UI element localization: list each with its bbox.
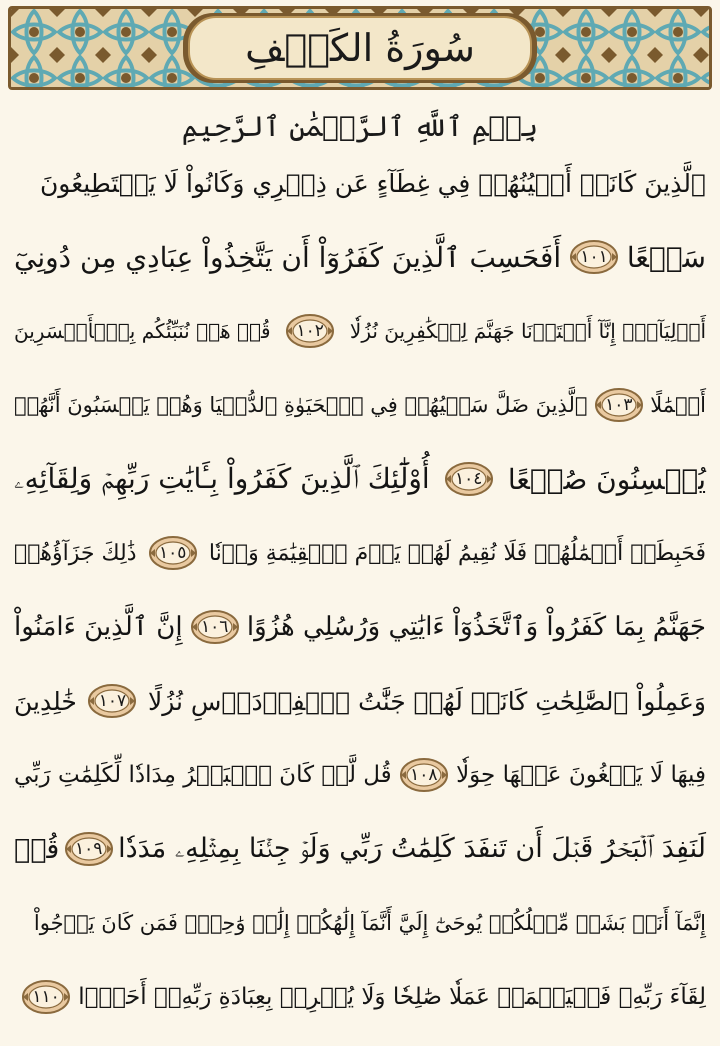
ayah-number: ١٠٩	[75, 839, 103, 859]
verse-line	[14, 446, 706, 512]
ayah-number: ١٠٤	[455, 469, 483, 489]
verse-text: ٱلَّذِينَ كَانَتۡ أَعۡيُنُهُمۡ فِي غِطَآءٍ عَن ذِكۡرِي وَكَانُواْ لَا يَسۡتَطِيعُونَ	[39, 168, 706, 198]
ayah-number-marker	[190, 609, 240, 645]
verse-line	[14, 150, 706, 216]
verse-line	[14, 816, 706, 882]
verse-text: ٱلَّذِينَ ضَلَّ سَعۡيُهُمۡ فِي ٱلۡحَيَوٰةِ ٱلدُّنۡيَا وَهُمۡ يَحۡسَبُونَ أَنَّهُمۡ	[14, 393, 588, 417]
ayah-number-marker	[87, 683, 137, 719]
verse-text: قُل لَّوۡ كَانَ ٱلۡبَحۡرُ مِدَادٗا لِّكَلِمَٰتِ رَبِّي	[14, 762, 392, 788]
ayah-number-marker	[399, 757, 449, 793]
verse-line	[14, 890, 706, 956]
ayah-number: ١٠٧	[98, 691, 127, 711]
ayah-number-marker	[444, 461, 494, 497]
verse-text: أُوْلَٰٓئِكَ ٱلَّذِينَ كَفَرُواْ بِـَٔايَٰتِ رَبِّهِمۡ وَلِقَآئِهِۦ	[14, 462, 430, 495]
ayah-number: ١٠٦	[201, 617, 229, 637]
ayah-number: ١٠١	[580, 247, 608, 267]
ayah-number-marker	[21, 979, 71, 1015]
verse-text: أَفَحَسِبَ ٱلَّذِينَ كَفَرُوٓاْ أَن يَتَّخِذُواْ عِبَادِي مِن دُونِيٓ	[14, 240, 562, 274]
verse-line	[14, 668, 706, 734]
ayah-number: ١١٠	[32, 987, 60, 1007]
verse-line	[14, 594, 706, 660]
ayah-number-marker	[569, 239, 619, 275]
verse-text: يُحۡسِنُونَ صُنۡعًا	[507, 462, 706, 496]
verse-line	[14, 742, 706, 808]
ayah-number: ١٠٣	[605, 395, 633, 415]
ayah-number-marker	[285, 313, 335, 349]
verse-line	[14, 520, 706, 586]
verse-line	[14, 372, 706, 438]
verse-text: قُلۡ	[14, 833, 60, 865]
verse-text: إِنَّمَآ أَنَا۠ بَشَرٞ مِّثۡلُكُمۡ يُوحَىٰٓ إِلَيَّ أَنَّمَآ إِلَٰهُكُمۡ إِلَٰهٞ وَٰحِدٞۖ فَمَن كَانَ يَرۡجُواْ	[33, 911, 706, 935]
verse-text: جَهَنَّمُ بِمَا كَفَرُواْ وَٱتَّخَذُوٓاْ ءَايَٰتِي وَرُسُلِي هُزُوًا	[246, 612, 706, 642]
ayah-number: ١٠٥	[158, 543, 187, 563]
ayah-number: ١٠٢	[296, 321, 324, 341]
verse-text: فَحَبِطَتۡ أَعۡمَٰلُهُمۡ فَلَا نُقِيمُ لَهُمۡ يَوۡمَ ٱلۡقِيَٰمَةِ وَزۡنٗا	[208, 540, 706, 566]
surah-title: سُورَةُ الكَهۡفِ	[245, 26, 475, 70]
verse-text: لَنَفِدَ ٱلۡبَحۡرُ قَبۡلَ أَن تَنفَدَ كَلِمَٰتُ رَبِّي وَلَوۡ جِئۡنَا بِمِثۡلِهِۦ مَدَدٗا	[118, 833, 706, 864]
verse-text: ذَٰلِكَ جَزَآؤُهُمۡ	[14, 540, 137, 566]
verse-text: إِنَّ ٱلَّذِينَ ءَامَنُواْ	[14, 612, 183, 642]
verse-text: أَعۡمَٰلًا	[650, 393, 706, 417]
ayah-number-marker	[64, 831, 114, 867]
verse-text: خَٰلِدِينَ	[14, 686, 77, 716]
ayah-number-marker	[594, 387, 644, 423]
verse-text: وَعَمِلُواْ ٱلصَّٰلِحَٰتِ كَانَتۡ لَهُمۡ جَنَّٰتُ ٱلۡفِرۡدَوۡسِ نُزُلًا	[147, 686, 706, 716]
verse-text: فِيهَا لَا يَبۡغُونَ عَنۡهَا حِوَلٗا	[456, 762, 706, 788]
verse-text: سَمۡعًا	[626, 240, 706, 274]
surah-header-banner	[8, 6, 712, 90]
verse-text: قُلۡ هَلۡ نُنَبِّئُكُم بِٱلۡأَخۡسَرِينَ	[14, 319, 271, 343]
ayah-number: ١٠٨	[410, 765, 438, 785]
verse-text: أَوۡلِيَآءَۚ إِنَّآ أَعۡتَدۡنَا جَهَنَّمَ لِلۡكَٰفِرِينَ نُزُلٗا	[349, 319, 706, 343]
basmala: بِسۡمِ ٱللَّهِ ٱلرَّحۡمَٰنِ ٱلرَّحِيمِ	[181, 109, 539, 143]
quran-text-block	[14, 150, 706, 1040]
verse-text: لِقَآءَ رَبِّهِۦ فَلۡيَعۡمَلۡ عَمَلٗا صَٰلِحٗا وَلَا يُشۡرِكۡ بِعِبَادَةِ رَبِّهِۦٓ أَحَدَۢا	[78, 984, 706, 1010]
verse-line	[14, 298, 706, 364]
verse-line	[14, 224, 706, 290]
ayah-number-marker	[148, 535, 198, 571]
verse-line	[14, 964, 706, 1030]
